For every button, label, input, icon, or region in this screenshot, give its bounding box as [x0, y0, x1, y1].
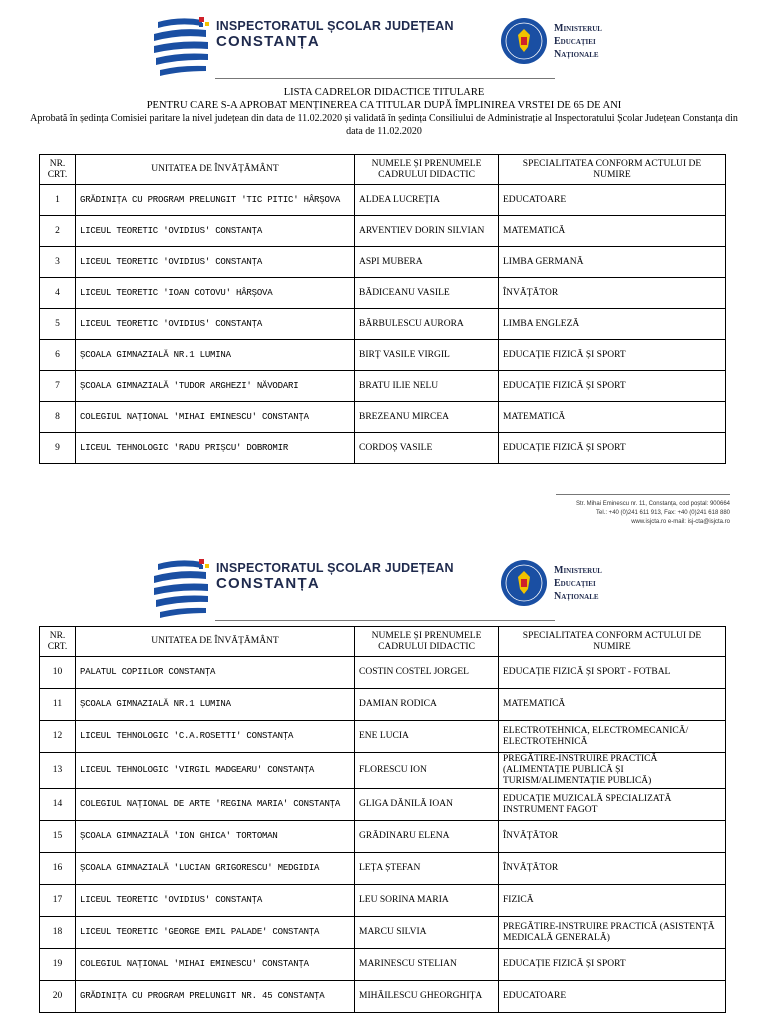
header-nr: NR. CRT.	[40, 155, 76, 185]
table-header-row	[40, 155, 726, 185]
header-unit: UNITATEA DE ÎNVĂȚĂMÂNT	[76, 627, 355, 657]
header-unit: UNITATEA DE ÎNVĂȚĂMÂNT	[76, 155, 355, 185]
table-row	[40, 216, 726, 247]
isj-name-line1: INSPECTORATUL ȘCOLAR JUDEȚEAN	[216, 19, 454, 33]
teacher-name: ALDEA LUCREȚIA	[355, 185, 499, 216]
school-unit: ȘCOALA GIMNAZIALĂ NR.1 LUMINA	[76, 689, 355, 721]
ministry-line2: Educației	[554, 36, 596, 47]
header-name: NUMELE ȘI PRENUMELE CADRULUI DIDACTIC	[355, 155, 499, 185]
table-row	[40, 340, 726, 371]
specialty: EDUCAȚIE MUZICALĂ SPECIALIZATĂ INSTRUMENT FAGOT	[499, 789, 726, 821]
teacher-name: BRATU ILIE NELU	[355, 371, 499, 402]
table-row	[40, 789, 726, 821]
table-header-row	[40, 627, 726, 657]
school-unit: LICEUL TEORETIC 'IOAN COTOVU' HÂRȘOVA	[76, 278, 355, 309]
letterhead-page2	[150, 556, 620, 626]
ministry-line1: Ministerul	[554, 565, 602, 576]
row-number: 1	[40, 185, 76, 216]
school-unit: COLEGIUL NAȚIONAL 'MIHAI EMINESCU' CONSTANȚA	[76, 402, 355, 433]
teacher-name: GLIGA DĂNILĂ IOAN	[355, 789, 499, 821]
government-seal-icon	[500, 17, 548, 65]
row-number: 4	[40, 278, 76, 309]
row-number: 15	[40, 821, 76, 853]
specialty: LIMBA GERMANĂ	[499, 247, 726, 278]
row-number: 3	[40, 247, 76, 278]
school-unit: LICEUL TEORETIC 'OVIDIUS' CONSTANȚA	[76, 885, 355, 917]
row-number: 17	[40, 885, 76, 917]
row-number: 6	[40, 340, 76, 371]
specialty: PREGĂTIRE-INSTRUIRE PRACTICĂ (ALIMENTAȚIE PUBLICĂ ȘI TURISM/ALIMENTAȚIE PUBLICĂ)	[499, 753, 726, 789]
teacher-name: ASPI MUBERA	[355, 247, 499, 278]
school-unit: COLEGIUL NAȚIONAL DE ARTE 'REGINA MARIA' CONSTANȚA	[76, 789, 355, 821]
school-unit: LICEUL TEORETIC 'OVIDIUS' CONSTANȚA	[76, 247, 355, 278]
specialty: FIZICĂ	[499, 885, 726, 917]
specialty: EDUCAȚIE FIZICĂ ȘI SPORT	[499, 433, 726, 464]
teacher-name: COSTIN COSTEL JORGEL	[355, 657, 499, 689]
ministry-name	[554, 564, 602, 603]
teacher-name: ENE LUCIA	[355, 721, 499, 753]
school-unit: LICEUL TEHNOLOGIC 'RADU PRIȘCU' DOBROMIR	[76, 433, 355, 464]
footer-address: Str. Mihai Eminescu nr. 11, Constanța, cod poștal: 900664	[576, 501, 730, 507]
row-number: 12	[40, 721, 76, 753]
header-divider	[215, 620, 555, 621]
specialty: ELECTROTEHNICA, ELECTROMECANICĂ/ ELECTROTEHNICĂ	[499, 721, 726, 753]
header-nr: NR. CRT.	[40, 627, 76, 657]
row-number: 10	[40, 657, 76, 689]
specialty: EDUCAȚIE FIZICĂ ȘI SPORT	[499, 949, 726, 981]
school-unit: LICEUL TEORETIC 'OVIDIUS' CONSTANȚA	[76, 216, 355, 247]
teacher-name: LEU SORINA MARIA	[355, 885, 499, 917]
specialty: EDUCATOARE	[499, 185, 726, 216]
title-line1: LISTA CADRELOR DIDACTICE TITULARE	[283, 87, 485, 98]
school-unit: COLEGIUL NAȚIONAL 'MIHAI EMINESCU' CONSTANȚA	[76, 949, 355, 981]
table-row	[40, 309, 726, 340]
table-row	[40, 278, 726, 309]
school-unit: GRĂDINIȚA CU PROGRAM PRELUNGIT 'TIC PITIC' HÂRȘOVA	[76, 185, 355, 216]
teacher-name: LEȚA ȘTEFAN	[355, 853, 499, 885]
row-number: 11	[40, 689, 76, 721]
specialty: ÎNVĂȚĂTOR	[499, 821, 726, 853]
row-number: 20	[40, 981, 76, 1013]
header-spec: SPECIALITATEA CONFORM ACTULUI DE NUMIRE	[499, 627, 726, 657]
isj-name-line2: CONSTANȚA	[216, 575, 320, 592]
school-unit: ȘCOALA GIMNAZIALĂ NR.1 LUMINA	[76, 340, 355, 371]
specialty: EDUCAȚIE FIZICĂ ȘI SPORT - FOTBAL	[499, 657, 726, 689]
row-number: 13	[40, 753, 76, 789]
specialty: MATEMATICĂ	[499, 216, 726, 247]
row-number: 2	[40, 216, 76, 247]
isj-logo-icon	[150, 556, 214, 620]
row-number: 16	[40, 853, 76, 885]
ministry-name	[554, 22, 602, 61]
title-approval-note: Aprobată în ședința Comisiei paritare la nivel județean din data de 11.02.2020 și validată în ședința Consiliului de Administrație al Inspectoratului Școlar Județean Constanța din data de 11.02.2020	[30, 113, 738, 137]
table-row	[40, 433, 726, 464]
row-number: 14	[40, 789, 76, 821]
document-titles	[30, 86, 738, 138]
teacher-name: BIRȚ VASILE VIRGIL	[355, 340, 499, 371]
teacher-name: FLORESCU ION	[355, 753, 499, 789]
row-number: 8	[40, 402, 76, 433]
table-row	[40, 371, 726, 402]
teacher-name: MARCU SILVIA	[355, 917, 499, 949]
teachers-table-page1	[39, 154, 726, 464]
teacher-name: DAMIAN RODICA	[355, 689, 499, 721]
school-unit: PALATUL COPIILOR CONSTANȚA	[76, 657, 355, 689]
specialty: EDUCAȚIE FIZICĂ ȘI SPORT	[499, 340, 726, 371]
header-name: NUMELE ȘI PRENUMELE CADRULUI DIDACTIC	[355, 627, 499, 657]
school-unit: GRĂDINIȚA CU PROGRAM PRELUNGIT NR. 45 CONSTANȚA	[76, 981, 355, 1013]
teacher-name: CORDOȘ VASILE	[355, 433, 499, 464]
specialty: LIMBA ENGLEZĂ	[499, 309, 726, 340]
teacher-name: BĂDICEANU VASILE	[355, 278, 499, 309]
school-unit: ȘCOALA GIMNAZIALĂ 'TUDOR ARGHEZI' NĂVODARI	[76, 371, 355, 402]
specialty: MATEMATICĂ	[499, 402, 726, 433]
table-row	[40, 949, 726, 981]
row-number: 19	[40, 949, 76, 981]
school-unit: LICEUL TEORETIC 'GEORGE EMIL PALADE' CONSTANȚA	[76, 917, 355, 949]
teacher-name: BĂRBULESCU AURORA	[355, 309, 499, 340]
footer-phone: Tel.: +40 (0)241 611 913, Fax: +40 (0)241 618 880	[596, 510, 730, 516]
row-number: 7	[40, 371, 76, 402]
table-row	[40, 689, 726, 721]
specialty: ÎNVĂȚĂTOR	[499, 853, 726, 885]
header-divider	[215, 78, 555, 79]
footer-web: www.isjcta.ro e-mail: isj-cta@isjcta.ro	[631, 519, 730, 525]
isj-logo-icon	[150, 14, 214, 78]
table-row	[40, 753, 726, 789]
header-spec: SPECIALITATEA CONFORM ACTULUI DE NUMIRE	[499, 155, 726, 185]
table-row	[40, 402, 726, 433]
table-row	[40, 247, 726, 278]
table-row	[40, 981, 726, 1013]
teacher-name: ARVENTIEV DORIN SILVIAN	[355, 216, 499, 247]
ministry-line3: Naționale	[554, 591, 599, 602]
school-unit: ȘCOALA GIMNAZIALĂ 'ION GHICA' TORTOMAN	[76, 821, 355, 853]
teachers-table-page2	[39, 626, 726, 1013]
row-number: 9	[40, 433, 76, 464]
government-seal-icon	[500, 559, 548, 607]
specialty: PREGĂTIRE-INSTRUIRE PRACTICĂ (ASISTENȚĂ MEDICALĂ GENERALĂ)	[499, 917, 726, 949]
specialty: EDUCAȚIE FIZICĂ ȘI SPORT	[499, 371, 726, 402]
table-row	[40, 821, 726, 853]
teacher-name: BREZEANU MIRCEA	[355, 402, 499, 433]
teacher-name: GRĂDINARU ELENA	[355, 821, 499, 853]
row-number: 5	[40, 309, 76, 340]
specialty: ÎNVĂȚĂTOR	[499, 278, 726, 309]
ministry-line2: Educației	[554, 578, 596, 589]
school-unit: LICEUL TEORETIC 'OVIDIUS' CONSTANȚA	[76, 309, 355, 340]
teacher-name: MARINESCU STELIAN	[355, 949, 499, 981]
isj-name-line1: INSPECTORATUL ȘCOLAR JUDEȚEAN	[216, 561, 454, 575]
ministry-line3: Naționale	[554, 49, 599, 60]
letterhead	[150, 14, 620, 84]
contact-footer	[576, 500, 730, 527]
title-line2: PENTRU CARE S-A APROBAT MENȚINEREA CA TITULAR DUPĂ ÎMPLINIREA VRSTEI DE 65 DE ANI	[146, 100, 622, 111]
school-unit: ȘCOALA GIMNAZIALĂ 'LUCIAN GRIGORESCU' MEDGIDIA	[76, 853, 355, 885]
teacher-name: MIHĂILESCU GHEORGHIȚA	[355, 981, 499, 1013]
table-row	[40, 853, 726, 885]
specialty: EDUCATOARE	[499, 981, 726, 1013]
table-row	[40, 885, 726, 917]
table-row	[40, 185, 726, 216]
isj-name-line2: CONSTANȚA	[216, 33, 320, 50]
table-row	[40, 721, 726, 753]
table-row	[40, 657, 726, 689]
school-unit: LICEUL TEHNOLOGIC 'VIRGIL MADGEARU' CONSTANȚA	[76, 753, 355, 789]
footer-divider	[556, 494, 730, 495]
table-row	[40, 917, 726, 949]
row-number: 18	[40, 917, 76, 949]
specialty: MATEMATICĂ	[499, 689, 726, 721]
ministry-line1: Ministerul	[554, 23, 602, 34]
school-unit: LICEUL TEHNOLOGIC 'C.A.ROSETTI' CONSTANȚA	[76, 721, 355, 753]
